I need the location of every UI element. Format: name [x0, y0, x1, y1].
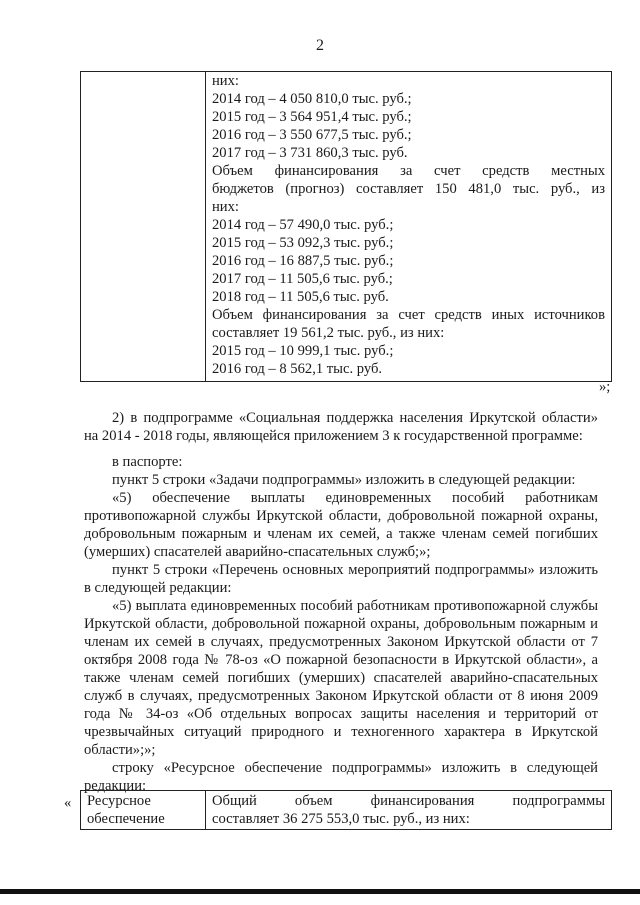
- funding-line: 2016 год – 8 562,1 тыс. руб.: [212, 361, 383, 377]
- resource-table: [80, 790, 612, 830]
- resource-value-line: Общий объем финансирования подпрограммы: [212, 793, 605, 809]
- paragraph-tasks-point: пункт 5 строки «Задачи подпрограммы» изложить в следующей редакции:: [112, 472, 576, 488]
- funding-line: 2014 год – 57 490,0 тыс. руб.;: [212, 217, 394, 233]
- paragraph-passport: в паспорте:: [112, 454, 183, 470]
- funding-line: бюджетов (прогноз) составляет 150 481,0 тыс. руб., из: [212, 181, 605, 197]
- paragraph-tasks-text: «5) обеспечение выплаты единовременных пособий работникам противопожарной службы Иркутской области, добровольной пожарной охраны, добровольным пожарным и членам их семей, а также членам семей погибших (умерших) спасателей аварийно-спасательных служб;»;: [84, 490, 598, 560]
- funding-line: 2014 год – 4 050 810,0 тыс. руб.;: [212, 91, 412, 107]
- opening-quote-mark: «: [64, 795, 72, 811]
- funding-line: 2017 год – 3 731 860,3 тыс. руб.: [212, 145, 408, 161]
- page-bottom-border: [0, 889, 640, 894]
- funding-line: них:: [212, 199, 239, 215]
- funding-line: 2015 год – 10 999,1 тыс. руб.;: [212, 343, 394, 359]
- funding-table-left-cell: [81, 72, 206, 382]
- funding-line: Объем финансирования за счет средств иных источников: [212, 307, 605, 323]
- funding-line: них:: [212, 73, 239, 89]
- funding-line: 2016 год – 3 550 677,5 тыс. руб.;: [212, 127, 412, 143]
- paragraph-activities-text: «5) выплата единовременных пособий работникам противопожарной службы Иркутской области, добровольной пожарной охраны, добровольным пожарным и членам их семей в случаях, предусмотренных Законом Иркутской области от 7 октября 2008 года № 78-оз «О пожарной безопасности в Иркутской области», а также членам семей погибших (умерших) спасателей аварийно-спасательных служб в случаях, предусмотренных Законом Иркутской области от 8 июня 2009 года № 34-оз «Об отдельных вопросах защиты населения и территорий от чрезвычайных ситуаций природного и техногенного характера в Иркутской области»;»;: [84, 598, 598, 758]
- funding-line: 2018 год – 11 505,6 тыс. руб.: [212, 289, 389, 305]
- resource-table-label: Ресурсное обеспечение: [81, 791, 206, 830]
- resource-value-line: составляет 36 275 553,0 тыс. руб., из них:: [212, 811, 470, 827]
- document-body: [84, 409, 598, 795]
- page-number: 2: [316, 37, 324, 54]
- paragraph-resources-point: строку «Ресурсное обеспечение подпрограммы» изложить в следующей редакции:: [84, 760, 598, 794]
- paragraph-activities-point: пункт 5 строки «Перечень основных мероприятий подпрограммы» изложить в следующей редакции:: [84, 562, 598, 596]
- funding-table-right-cell: [206, 72, 612, 382]
- closing-quote-mark: »;: [599, 379, 611, 395]
- resource-table-value: [206, 791, 612, 830]
- funding-line: 2015 год – 53 092,3 тыс. руб.;: [212, 235, 394, 251]
- paragraph-subprogram-amendment: 2) в подпрограмме «Социальная поддержка населения Иркутской области» на 2014 - 2018 годы, являющейся приложением 3 к государственной программе:: [84, 410, 598, 444]
- funding-line: 2017 год – 11 505,6 тыс. руб.;: [212, 271, 393, 287]
- funding-line: 2015 год – 3 564 951,4 тыс. руб.;: [212, 109, 412, 125]
- funding-line: 2016 год – 16 887,5 тыс. руб.;: [212, 253, 394, 269]
- funding-table-continuation: [80, 71, 612, 382]
- funding-line: составляет 19 561,2 тыс. руб., из них:: [212, 325, 445, 341]
- funding-line: Объем финансирования за счет средств местных: [212, 163, 605, 179]
